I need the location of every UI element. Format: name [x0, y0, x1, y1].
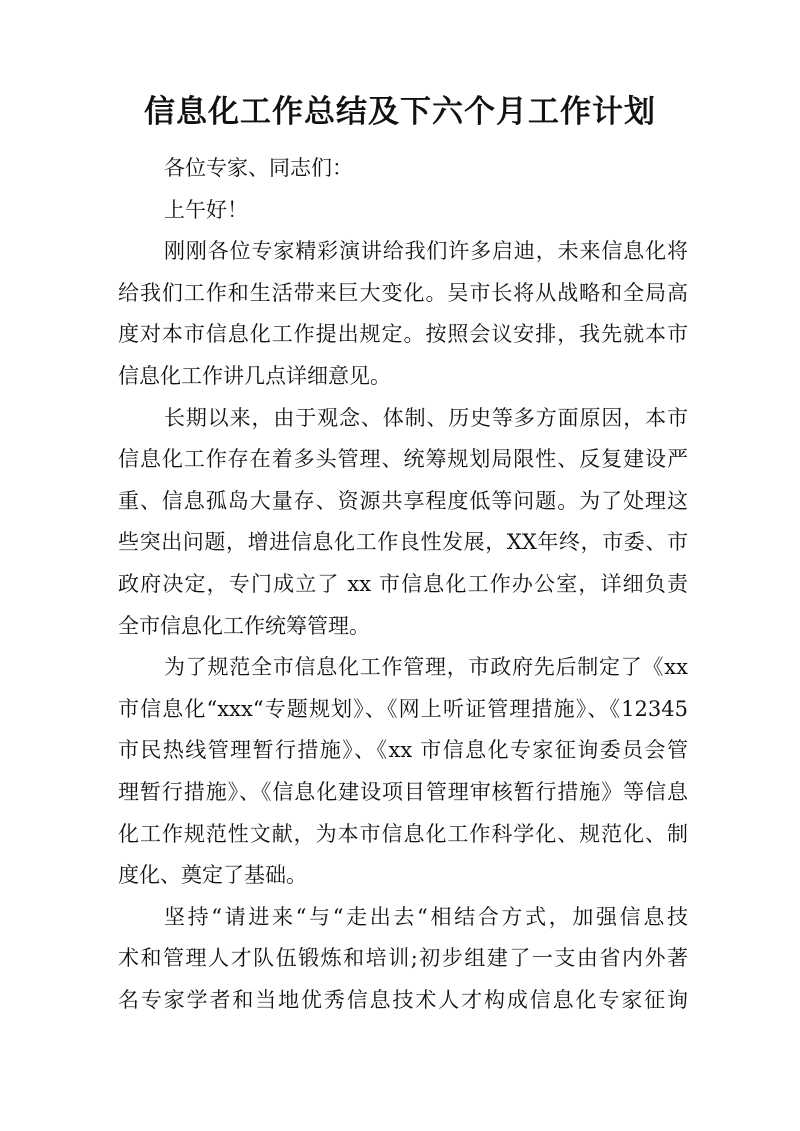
body-line: 术和管理人才队伍锻炼和培训;初步组建了一支由省内外著: [118, 946, 688, 971]
body-line: 为了规范全市信息化工作管理，市政府先后制定了《xx: [164, 655, 688, 680]
body-line: 度对本市信息化工作提出规定。按照会议安排，我先就本市: [118, 322, 688, 347]
document-title: 信息化工作总结及下六个月工作计划: [144, 94, 656, 130]
body-line: 信息化工作存在着多头管理、统筹规划局限性、反复建设严: [118, 447, 688, 472]
body-line: 全市信息化工作统筹管理。: [118, 613, 370, 638]
body-line: 重、信息孤岛大量存、资源共享程度低等问题。为了处理这: [118, 488, 688, 513]
body-line: 些突出问题，增进信息化工作良性发展，XX年终，市委、市: [118, 530, 688, 555]
body-line: 度化、奠定了基础。: [118, 863, 307, 888]
body-line: 各位专家、同志们：: [164, 156, 353, 180]
body-line: 名专家学者和当地优秀信息技术人才构成信息化专家征询: [118, 987, 688, 1012]
body-line: 化工作规范性文献，为本市信息化工作科学化、规范化、制: [118, 821, 688, 846]
body-line: 上午好！: [164, 197, 248, 222]
document-body: [118, 148, 688, 1021]
body-line: 给我们工作和生活带来巨大变化。吴市长将从战略和全局高: [118, 280, 688, 305]
body-line: 长期以来，由于观念、体制、历史等多方面原因，本市: [164, 405, 688, 430]
body-line: 理暂行措施》、《信息化建设项目管理审核暂行措施》等信息: [118, 779, 688, 804]
body-line: 坚持“请进来“与“走出去“相结合方式，加强信息技: [164, 904, 688, 929]
body-line: 市信息化“xxx“专题规划》、《网上听证管理措施》、《12345: [118, 696, 688, 721]
body-line: 市民热线管理暂行措施》、《xx 市信息化专家征询委员会管: [118, 738, 688, 763]
body-line: 信息化工作讲几点详细意见。: [118, 363, 391, 388]
body-line: 政府决定，专门成立了 xx 市信息化工作办公室，详细负责: [118, 571, 688, 596]
body-line: 刚刚各位专家精彩演讲给我们许多启迪，未来信息化将: [164, 239, 688, 264]
